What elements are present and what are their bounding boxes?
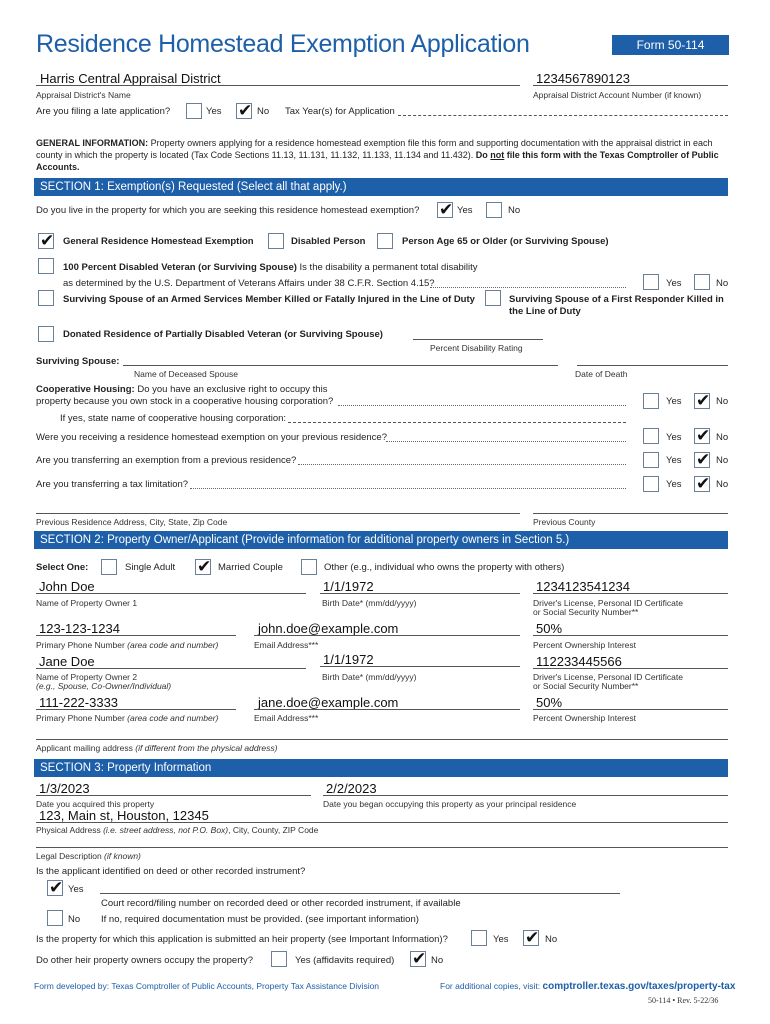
deceased-spouse-label: Name of Deceased Spouse	[134, 369, 238, 379]
revision-label: 50-114 • Rev. 5-22/36	[648, 996, 719, 1005]
check-icon: ✔	[696, 391, 711, 411]
section-3-header: SECTION 3: Property Information	[34, 759, 728, 777]
mailing-address-field[interactable]	[36, 739, 728, 740]
owner1-email-label: Email Address***	[254, 640, 319, 650]
late-yes-label: Yes	[206, 106, 222, 117]
coop-housing-question: Cooperative Housing: Do you have an exclusive right to occupy this	[36, 384, 328, 395]
other-heir-no-checkbox[interactable]	[410, 951, 426, 967]
if-no-note: If no, required documentation must be provided. (see important information)	[101, 914, 419, 925]
account-number-line	[533, 85, 728, 86]
form-title: Residence Homestead Exemption Application	[36, 30, 530, 58]
surviving-spouse-label: Surviving Spouse:	[36, 356, 120, 367]
heir-no-checkbox[interactable]	[523, 930, 539, 946]
owner1-id-field[interactable]: 1234123541234	[536, 579, 630, 594]
married-couple-label: Married Couple	[218, 562, 283, 573]
previous-county-field[interactable]	[533, 513, 728, 514]
date-occupied-label: Date you began occupying this property as your principal residence	[323, 799, 577, 809]
transfer-exemption-question: Are you transferring an exemption from a previous residence?	[36, 455, 297, 466]
live-no-checkbox[interactable]	[486, 202, 502, 218]
check-icon: ✔	[238, 101, 253, 121]
veteran-yes-checkbox[interactable]	[643, 274, 659, 290]
single-adult-checkbox[interactable]	[101, 559, 117, 575]
owner2-email-label: Email Address***	[254, 713, 319, 723]
percent-disability-label: Percent Disability Rating	[430, 343, 523, 353]
field-line	[320, 666, 520, 667]
owner1-dob-field[interactable]: 1/1/1972	[323, 579, 374, 594]
leader-dots	[386, 441, 626, 442]
check-icon: ✔	[40, 231, 55, 251]
deed-yes-label: Yes	[68, 884, 84, 895]
late-no-label: No	[257, 106, 270, 117]
owner1-name-field[interactable]: John Doe	[39, 579, 95, 594]
court-record-label: Court record/filing number on recorded deed or other recorded instrument, if available	[101, 898, 461, 909]
live-yes-checkbox[interactable]	[437, 202, 453, 218]
leader-dots	[430, 287, 626, 288]
physical-address-field[interactable]: 123, Main st, Houston, 12345	[39, 808, 209, 823]
previous-exemption-question: Were you receiving a residence homestead exemption on your previous residence?	[36, 432, 387, 443]
field-line	[533, 668, 728, 669]
general-exemption-checkbox[interactable]	[38, 233, 54, 249]
coop-yes-label: Yes	[666, 396, 682, 407]
footer-copies: For additional copies, visit: comptroller.texas.gov/taxes/property-tax	[440, 981, 736, 992]
previous-address-label: Previous Residence Address, City, State, Zip Code	[36, 517, 228, 527]
previous-county-label: Previous County	[533, 517, 596, 527]
field-line	[320, 593, 520, 594]
late-yes-checkbox[interactable]	[186, 103, 202, 119]
owner2-id-label-line2: or Social Security Number**	[533, 681, 639, 691]
owner1-phone-label: Primary Phone Number (area code and number)	[36, 640, 219, 650]
previous-no-checkbox[interactable]	[694, 428, 710, 444]
leader-dots	[190, 488, 626, 489]
deceased-spouse-field[interactable]	[123, 365, 558, 366]
section-1-header: SECTION 1: Exemption(s) Requested (Select all that apply.)	[34, 178, 728, 196]
owner1-id-label-line2: or Social Security Number**	[533, 607, 639, 617]
date-of-death-field[interactable]	[577, 365, 728, 366]
owner2-percent-label: Percent Ownership Interest	[533, 713, 636, 723]
disabled-person-label: Disabled Person	[291, 236, 366, 247]
owner2-name-field[interactable]: Jane Doe	[39, 654, 95, 669]
age65-checkbox[interactable]	[377, 233, 393, 249]
other-heir-yes-checkbox[interactable]	[271, 951, 287, 967]
field-line	[533, 709, 728, 710]
district-name-field[interactable]: Harris Central Appraisal District	[40, 71, 221, 86]
owner2-phone-field[interactable]: 111-222-3333	[39, 695, 119, 710]
field-line	[254, 635, 520, 636]
field-line	[533, 593, 728, 594]
percent-disability-field[interactable]	[413, 339, 543, 340]
check-icon: ✔	[412, 949, 427, 969]
live-in-property-question: Do you live in the property for which you are seeking this residence homestead exemption?	[36, 205, 420, 216]
heir-yes-label: Yes	[493, 934, 509, 945]
field-line	[254, 709, 520, 710]
form-number-badge: Form 50-114	[612, 35, 729, 55]
first-responder-label-line2: the Line of Duty	[509, 306, 581, 317]
married-couple-checkbox[interactable]	[195, 559, 211, 575]
field-line	[36, 635, 236, 636]
comptroller-link[interactable]: comptroller.texas.gov/taxes/property-tax	[542, 981, 736, 992]
other-heir-yes-label: Yes (affidavits required)	[295, 955, 395, 966]
armed-services-checkbox[interactable]	[38, 290, 54, 306]
veteran-checkbox[interactable]	[38, 258, 54, 274]
heir-no-label: No	[545, 934, 558, 945]
legal-description-label: Legal Description (if known)	[36, 851, 141, 861]
veteran-label-line2: as determined by the U.S. Department of Veterans Affairs under 38 C.F.R. Section 4.15?	[63, 278, 435, 289]
court-record-field[interactable]	[100, 893, 620, 894]
limitation-yes-label: Yes	[666, 479, 682, 490]
mailing-address-label: Applicant mailing address (if different from the physical address)	[36, 743, 278, 753]
owner2-phone-label: Primary Phone Number (area code and number)	[36, 713, 219, 723]
transfer-no-checkbox[interactable]	[694, 452, 710, 468]
owner2-name-label: Name of Property Owner 2	[36, 672, 138, 682]
tax-limitation-question: Are you transferring a tax limitation?	[36, 479, 189, 490]
donated-residence-label: Donated Residence of Partially Disabled Veteran (or Surviving Spouse)	[63, 329, 383, 340]
live-yes-label: Yes	[457, 205, 473, 216]
late-application-question: Are you filing a late application?	[36, 106, 171, 117]
coop-no-checkbox[interactable]	[694, 393, 710, 409]
veteran-yes-label: Yes	[666, 278, 682, 289]
field-line	[323, 795, 728, 796]
section-2-header: SECTION 2: Property Owner/Applicant (Provide information for additional property owners in Section 5.)	[34, 531, 728, 549]
leader-dots	[298, 464, 626, 465]
limitation-no-label: No	[716, 479, 729, 490]
check-icon: ✔	[696, 474, 711, 494]
deed-question: Is the applicant identified on deed or other recorded instrument?	[36, 866, 306, 877]
first-responder-checkbox[interactable]	[485, 290, 501, 306]
field-line	[36, 593, 306, 594]
footer-credit: Form developed by: Texas Comptroller of Public Accounts, Property Tax Assistance Division	[34, 981, 380, 991]
date-acquired-label: Date you acquired this property	[36, 799, 155, 809]
owner2-id-field[interactable]: 112233445566	[536, 654, 622, 669]
previous-yes-label: Yes	[666, 432, 682, 443]
owner1-email-field[interactable]: john.doe@example.com	[258, 621, 399, 636]
transfer-yes-checkbox[interactable]	[643, 452, 659, 468]
transfer-no-label: No	[716, 455, 729, 466]
date-acquired-field[interactable]: 1/3/2023	[39, 781, 90, 796]
previous-address-field[interactable]	[36, 513, 520, 514]
heir-property-question: Is the property for which this application is submitted an heir property (see Important Information)?	[36, 934, 448, 945]
check-icon: ✔	[525, 928, 540, 948]
check-icon: ✔	[439, 200, 454, 220]
legal-description-field[interactable]	[36, 847, 728, 848]
owner2-email-field[interactable]: jane.doe@example.com	[258, 695, 399, 710]
field-line	[36, 709, 236, 710]
field-line	[36, 822, 728, 823]
heir-yes-checkbox[interactable]	[471, 930, 487, 946]
owner2-name-label-line2: (e.g., Spouse, Co-Owner/Individual)	[36, 681, 172, 691]
owner1-percent-label: Percent Ownership Interest	[533, 640, 636, 650]
check-icon: ✔	[197, 557, 212, 577]
district-name-line	[36, 85, 520, 86]
coop-name-label: If yes, state name of cooperative housing corporation:	[60, 413, 287, 424]
previous-yes-checkbox[interactable]	[643, 428, 659, 444]
physical-address-label: Physical Address (i.e. street address, not P.O. Box), City, County, ZIP Code	[36, 825, 319, 835]
owner2-id-label: Driver's License, Personal ID Certificate	[533, 672, 683, 682]
coop-no-label: No	[716, 396, 729, 407]
check-icon: ✔	[696, 426, 711, 446]
owner1-dob-label: Birth Date* (mm/dd/yyyy)	[322, 598, 417, 608]
date-of-death-label: Date of Death	[575, 369, 628, 379]
owner1-phone-field[interactable]: 123-123-1234	[39, 621, 120, 636]
limitation-yes-checkbox[interactable]	[643, 476, 659, 492]
veteran-label: 100 Percent Disabled Veteran (or Surviving Spouse) Is the disability a permanent total disability	[63, 262, 478, 273]
owner2-dob-label: Birth Date* (mm/dd/yyyy)	[322, 672, 417, 682]
coop-housing-question-line2: property because you own stock in a cooperative housing corporation?	[36, 396, 334, 407]
first-responder-label: Surviving Spouse of a First Responder Killed in	[509, 294, 724, 305]
deed-yes-checkbox[interactable]	[47, 880, 63, 896]
age65-label: Person Age 65 or Older (or Surviving Spouse)	[402, 236, 609, 247]
donated-residence-checkbox[interactable]	[38, 326, 54, 342]
field-line	[533, 635, 728, 636]
date-occupied-field[interactable]: 2/2/2023	[326, 781, 377, 796]
deed-no-checkbox[interactable]	[47, 910, 63, 926]
coop-name-field[interactable]	[288, 422, 626, 423]
general-information: GENERAL INFORMATION: Property owners applying for a residence homestead exemption file this form and supporting documentation with the appraisal district in each county in which the property is located (Tax Code Sections 11.13, 11.131, 11.132, 11.133, 11.134 and 11.432). Do not file this form with the Texas Comptroller of Public Accounts.	[36, 138, 719, 172]
other-owner-checkbox[interactable]	[301, 559, 317, 575]
coop-yes-checkbox[interactable]	[643, 393, 659, 409]
check-icon: ✔	[49, 878, 64, 898]
tax-years-field[interactable]	[398, 115, 728, 116]
account-number-field[interactable]: 1234567890123	[536, 71, 630, 86]
transfer-yes-label: Yes	[666, 455, 682, 466]
field-line	[36, 795, 311, 796]
live-no-label: No	[508, 205, 521, 216]
leader-dots	[338, 405, 626, 406]
single-adult-label: Single Adult	[125, 562, 176, 573]
owner2-dob-field[interactable]: 1/1/1972	[323, 652, 374, 667]
veteran-no-checkbox[interactable]	[694, 274, 710, 290]
owner1-id-label: Driver's License, Personal ID Certificate	[533, 598, 683, 608]
owner1-percent-field[interactable]: 50%	[536, 621, 563, 636]
select-one-label: Select One:	[36, 562, 89, 573]
other-owner-label: Other (e.g., individual who owns the property with others)	[324, 562, 565, 573]
disabled-person-checkbox[interactable]	[268, 233, 284, 249]
previous-no-label: No	[716, 432, 729, 443]
check-icon: ✔	[696, 450, 711, 470]
deed-no-label: No	[68, 914, 81, 925]
district-name-label: Appraisal District's Name	[36, 90, 131, 100]
field-line	[36, 668, 306, 669]
tax-years-label: Tax Year(s) for Application	[285, 106, 395, 117]
late-no-checkbox[interactable]	[236, 103, 252, 119]
other-heir-question: Do other heir property owners occupy the property?	[36, 955, 254, 966]
owner2-percent-field[interactable]: 50%	[536, 695, 563, 710]
owner1-name-label: Name of Property Owner 1	[36, 598, 138, 608]
other-heir-no-label: No	[431, 955, 444, 966]
account-number-label: Appraisal District Account Number (if known)	[533, 90, 702, 100]
veteran-no-label: No	[716, 278, 729, 289]
armed-services-label: Surviving Spouse of an Armed Services Member Killed or Fatally Injured in the Line of Duty	[63, 294, 475, 305]
limitation-no-checkbox[interactable]	[694, 476, 710, 492]
general-exemption-label: General Residence Homestead Exemption	[63, 236, 254, 247]
